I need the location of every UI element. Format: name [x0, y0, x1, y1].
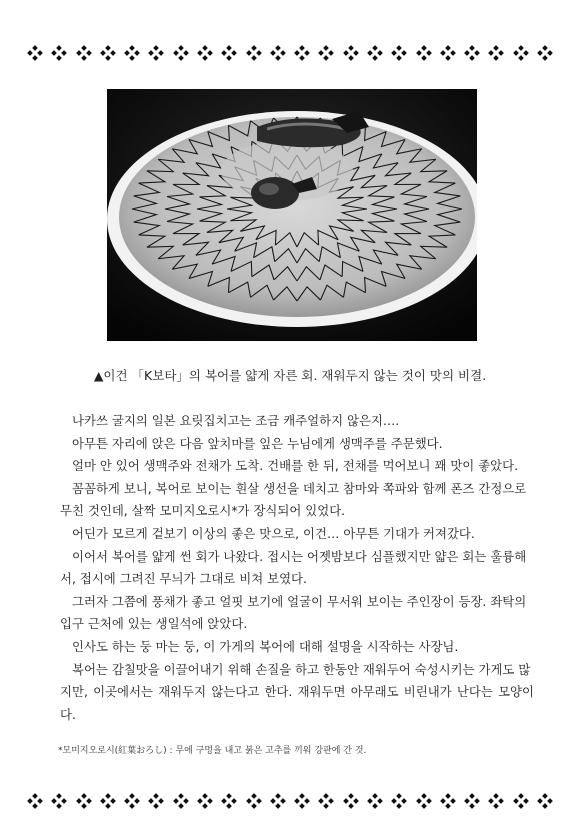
diamond-ornament-icon [77, 794, 91, 808]
sashimi-plate-illustration [107, 89, 477, 341]
paragraph-line: 아무튼 자리에 앉은 다음 앞치마를 잎은 누님에게 생맥주를 주문했다. [72, 435, 443, 451]
diamond-ornament-icon [344, 46, 358, 60]
paragraph-line: 얼마 안 있어 생맥주와 전채가 도착. 건배를 한 뒤, 전채를 먹어보니 꽤 맛이 좋았다. [72, 458, 519, 474]
top-diamond-border [28, 46, 552, 60]
paragraph-line: 그러자 그쯤에 풍채가 좋고 얼핏 보기에 얼굴이 무서워 보이는 주인장이 등장. 좌탁의 [72, 593, 527, 609]
photo-caption: ▲이건 「K보타」의 복어를 얇게 자른 회. 재워두지 않는 것이 맛의 비결. [93, 368, 487, 383]
paragraph-line: 어딘가 모르게 겉보기 이상의 좋은 맛으로, 이건… 아무튼 기대가 커져갔다. [72, 525, 475, 541]
diamond-ornament-icon [247, 46, 261, 60]
diamond-ornament-icon [77, 46, 91, 60]
article-body [60, 410, 534, 726]
diamond-ornament-icon [417, 794, 431, 808]
diamond-ornament-icon [319, 794, 333, 808]
diamond-ornament-icon [149, 794, 163, 808]
diamond-ornament-icon [101, 794, 115, 808]
diamond-ornament-icon [465, 794, 479, 808]
diamond-ornament-icon [368, 794, 382, 808]
paragraph-line: 나카쓰 굴지의 일본 요릿집치고는 조금 캐주얼하지 않은지…. [72, 413, 400, 428]
diamond-ornament-icon [52, 46, 66, 60]
diamond-ornament-icon [101, 46, 115, 60]
paragraph-line: 꼼꼼하게 보니, 복어로 보이는 흰살 생선을 데치고 참마와 쪽파와 함께 폰즈 간정으로 [72, 480, 527, 496]
diamond-ornament-icon [125, 794, 139, 808]
paragraph-line: 서, 접시에 그려진 무늬가 그대로 비쳐 보였다. [60, 571, 307, 587]
diamond-ornament-icon [222, 46, 236, 60]
paragraph-line: 무친 것인데, 살짝 모미지오로시*가 장식되어 있었다. [60, 503, 346, 519]
diamond-ornament-icon [28, 46, 42, 60]
bottom-diamond-border [28, 794, 552, 808]
diamond-ornament-icon [198, 46, 212, 60]
paragraph-line: 이어서 복어를 얇게 썬 회가 나왔다. 접시는 어젯밤보다 심플했지만 얇은 회는 훌륭해 [72, 548, 527, 564]
paragraph-line: 지만, 이곳에서는 재워두지 않는다고 한다. 재워두면 아무래도 비린내가 난다는 모양이다. [60, 684, 534, 722]
diamond-ornament-icon [441, 46, 455, 60]
diamond-ornament-icon [174, 794, 188, 808]
diamond-ornament-icon [247, 794, 261, 808]
diamond-ornament-icon [174, 46, 188, 60]
paragraph-line: 입구 근처에 있는 생일석에 앉았다. [60, 616, 248, 632]
diamond-ornament-icon [368, 46, 382, 60]
diamond-ornament-icon [125, 46, 139, 60]
diamond-ornament-icon [295, 794, 309, 808]
diamond-ornament-icon [319, 46, 333, 60]
diamond-ornament-icon [52, 794, 66, 808]
diamond-ornament-icon [392, 794, 406, 808]
diamond-ornament-icon [392, 46, 406, 60]
diamond-ornament-icon [198, 794, 212, 808]
paragraph-line: 복어는 감칠맛을 이끌어내기 위해 손질을 하고 한동안 재워두어 숙성시키는 가게도 많 [72, 661, 531, 677]
diamond-ornament-icon [538, 46, 552, 60]
diamond-ornament-icon [295, 46, 309, 60]
diamond-ornament-icon [149, 46, 163, 60]
diamond-ornament-icon [489, 46, 503, 60]
diamond-ornament-icon [441, 794, 455, 808]
fugu-sashimi-photo [107, 89, 477, 341]
diamond-ornament-icon [417, 46, 431, 60]
footnote: *모미지오로시(紅葉おろし) : 무에 구멍을 내고 붉은 고추를 끼워 강판에 간 것. [58, 746, 367, 756]
diamond-ornament-icon [514, 46, 528, 60]
diamond-ornament-icon [514, 794, 528, 808]
diamond-ornament-icon [538, 794, 552, 808]
diamond-ornament-icon [344, 794, 358, 808]
diamond-ornament-icon [271, 46, 285, 60]
diamond-ornament-icon [271, 794, 285, 808]
diamond-ornament-icon [222, 794, 236, 808]
paragraph-line: 인사도 하는 둥 마는 둥, 이 가게의 복어에 대해 설명을 시작하는 사장님. [72, 638, 459, 654]
diamond-ornament-icon [489, 794, 503, 808]
diamond-ornament-icon [465, 46, 479, 60]
diamond-ornament-icon [28, 794, 42, 808]
